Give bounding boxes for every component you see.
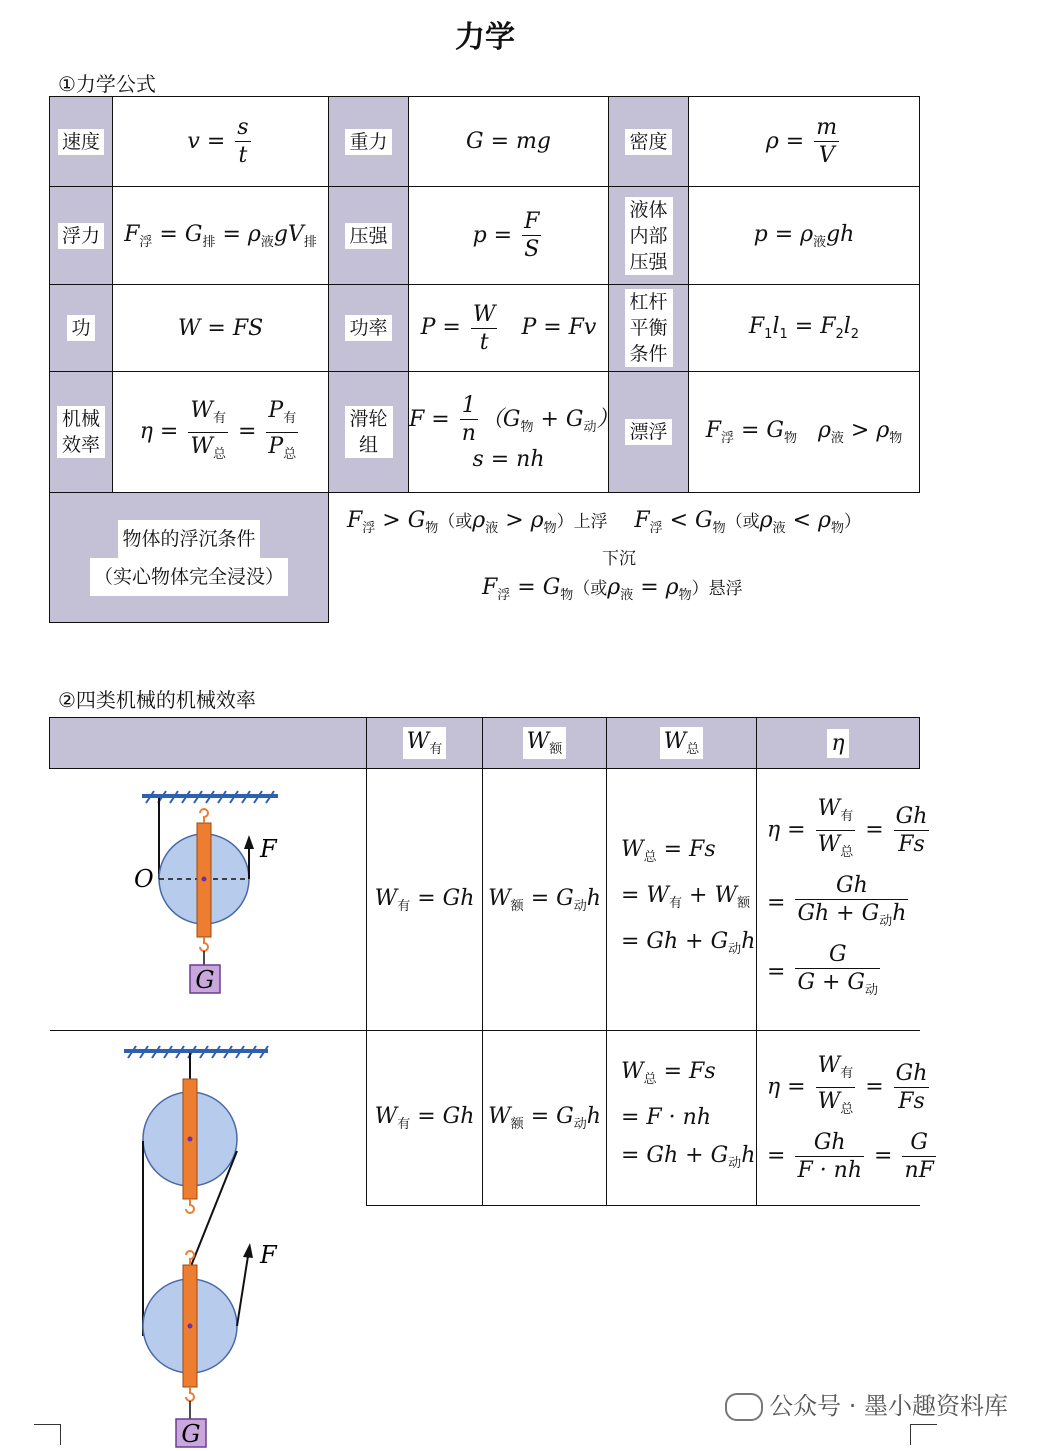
label-work: 功 [50, 285, 113, 372]
header-useful-work: $W_有$ [367, 718, 483, 769]
wechat-icon [725, 1393, 763, 1421]
extra-work-1: $W_额 = G_动h$ [483, 769, 607, 1031]
diagram-pulley-block [50, 1031, 367, 1448]
label-sink-float: 物体的浮沉条件 （实心物体完全浸没） [50, 493, 329, 623]
formula-buoyancy: $F_浮 = G_排 = \rho_液gV_排$ [113, 187, 329, 285]
formula-speed: v = $\frac{s}{t}$ [113, 97, 329, 187]
formula-density: ρ = $\frac{m}{V}$ [689, 97, 920, 187]
formula-efficiency: η = $\frac{W_有}{W_总}$ = $\frac{P_有}{P_总}$ [113, 372, 329, 493]
label-lever: 杠杆平衡条件 [609, 285, 689, 372]
label-liquid-pressure: 液体内部压强 [609, 187, 689, 285]
header-empty [50, 718, 367, 769]
label-pressure: 压强 [329, 187, 409, 285]
section-1-title: ①力学公式 [58, 72, 156, 96]
useful-work-1: $W_有 = Gh$ [367, 769, 483, 1031]
label-floating: 漂浮 [609, 372, 689, 493]
header-total-work: $W_总$ [607, 718, 757, 769]
useful-work-2: $W_有 = Gh$ [367, 1031, 483, 1206]
formula-power: P = $\frac{W}{t}$ P = Fv [409, 285, 609, 372]
label-gravity: 重力 [329, 97, 409, 187]
label-G-2: G [180, 1420, 201, 1448]
label-O: O [133, 865, 154, 893]
label-G: G [194, 966, 215, 994]
header-efficiency: η [757, 718, 920, 769]
efficiency-1: η = $\frac{W_有}{W_总}$ = $\frac{Gh}{Fs}$ = $\frac{Gh}{Gh + G_动h}$ = $\frac{G}{G + G_动}$ [757, 769, 920, 1031]
label-F: F [259, 835, 277, 863]
total-work-2: $W_总 = Fs$ = F · nh = $Gh + G_动h$ [607, 1031, 757, 1206]
label-pulley-block: 滑轮组 [329, 372, 409, 493]
extra-work-2: $W_额 = G_动h$ [483, 1031, 607, 1206]
diagram-movable-pulley [50, 769, 367, 1031]
formula-pressure: p = $\frac{F}{S}$ [409, 187, 609, 285]
formula-gravity: G = mg [409, 97, 609, 187]
label-power: 功率 [329, 285, 409, 372]
page-title: 力学 [455, 20, 515, 55]
header-extra-work: $W_额$ [483, 718, 607, 769]
formula-lever: $F_1l_1 = F_2l_2$ [689, 285, 920, 372]
corner-mark-right [910, 1424, 937, 1445]
label-F-2: F [259, 1241, 277, 1269]
sink-float-conditions: $F_浮 > G_物$（或$\rho_液 > \rho_物$）上浮 $F_浮 < G_物$（或$\rho_液 < \rho_物$） 下沉 $F_浮 = G_物$（或$\rho_液 = \rho_物$）悬浮 [329, 493, 920, 623]
section-2-title: ②四类机械的机械效率 [58, 688, 256, 712]
label-speed: 速度 [50, 97, 113, 187]
label-efficiency: 机械效率 [50, 372, 113, 493]
total-work-1: $W_总 = Fs$ = $W_有 + W_额$ = $Gh + G_动h$ [607, 769, 757, 1031]
formula-liquid-pressure: $p = \rho_液gh$ [689, 187, 920, 285]
formula-pulley-block: F = $\frac{1}{n}$ $(G_物 + G_动)$ s = nh [409, 372, 609, 493]
formula-floating: $F_浮 = G_物$ $\rho_液 > \rho_物$ [689, 372, 920, 493]
label-buoyancy: 浮力 [50, 187, 113, 285]
formula-work: W = FS [113, 285, 329, 372]
label-density: 密度 [609, 97, 689, 187]
formula-table [49, 96, 920, 623]
watermark: 公众号 · 墨小趣资料库 [725, 1386, 1008, 1421]
corner-mark-left [34, 1424, 61, 1445]
efficiency-2: η = $\frac{W_有}{W_总}$ = $\frac{Gh}{Fs}$ = $\frac{Gh}{F \cdot nh}$ = $\frac{G}{nF}$ [757, 1031, 920, 1206]
